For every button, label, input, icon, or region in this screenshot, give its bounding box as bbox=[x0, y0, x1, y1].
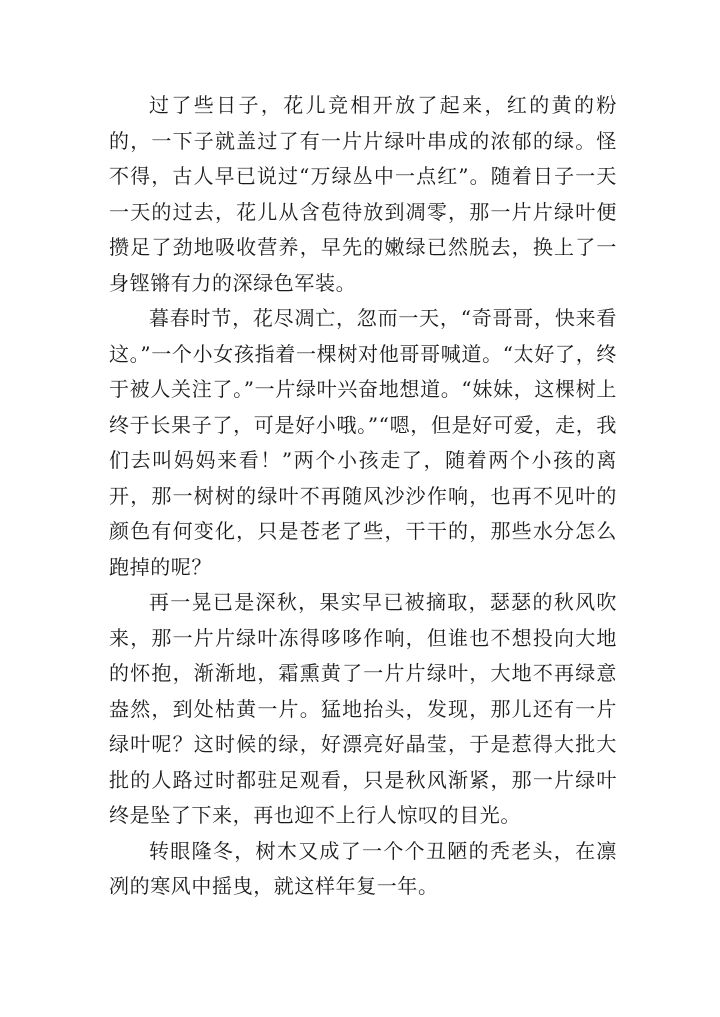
paragraph-4: 转眼隆冬，树木又成了一个个丑陋的秃老头，在凛冽的寒风中摇曳，就这样年复一年。 bbox=[109, 838, 617, 898]
article-body bbox=[109, 88, 617, 905]
paragraph-2: 暮春时节，花尽凋亡，忽而一天，“奇哥哥，快来看这。”一个小女孩指着一棵树对他哥哥喊道。“太好了，终于被人关注了。”一片绿叶兴奋地想道。“妹妹，这棵树上终于长果子了，可是好小哦。”“嗯，但是好可爱，走，我们去叫妈妈来看！”两个小孩走了，随着两个小孩的离开，那一树树的绿叶不再随风沙沙作响，也再不见叶的颜色有何变化，只是苍老了些，干干的，那些水分怎么跑掉的呢？ bbox=[109, 306, 617, 579]
paragraph-3: 再一晃已是深秋，果实早已被摘取，瑟瑟的秋风吹来，那一片片绿叶冻得哆哆作响，但谁也不想投向大地的怀抱，渐渐地，霜熏黄了一片片绿叶，大地不再绿意盎然，到处枯黄一片。猛地抬头，发现，那儿还有一片绿叶呢？这时候的绿，好漂亮好晶莹，于是惹得大批大批的人路过时都驻足观看，只是秋风渐紧，那一片绿叶终是坠了下来，再也迎不上行人惊叹的目光。 bbox=[109, 590, 617, 827]
paragraph-1: 过了些日子，花儿竞相开放了起来，红的黄的粉的，一下子就盖过了有一片片绿叶串成的浓郁的绿。怪不得，古人早已说过“万绿丛中一点红”。随着日子一天一天的过去，花儿从含苞待放到凋零，那一片片绿叶便攒足了劲地吸收营养，早先的嫩绿已然脱去，换上了一身铿锵有力的深绿色军装。 bbox=[109, 93, 617, 295]
